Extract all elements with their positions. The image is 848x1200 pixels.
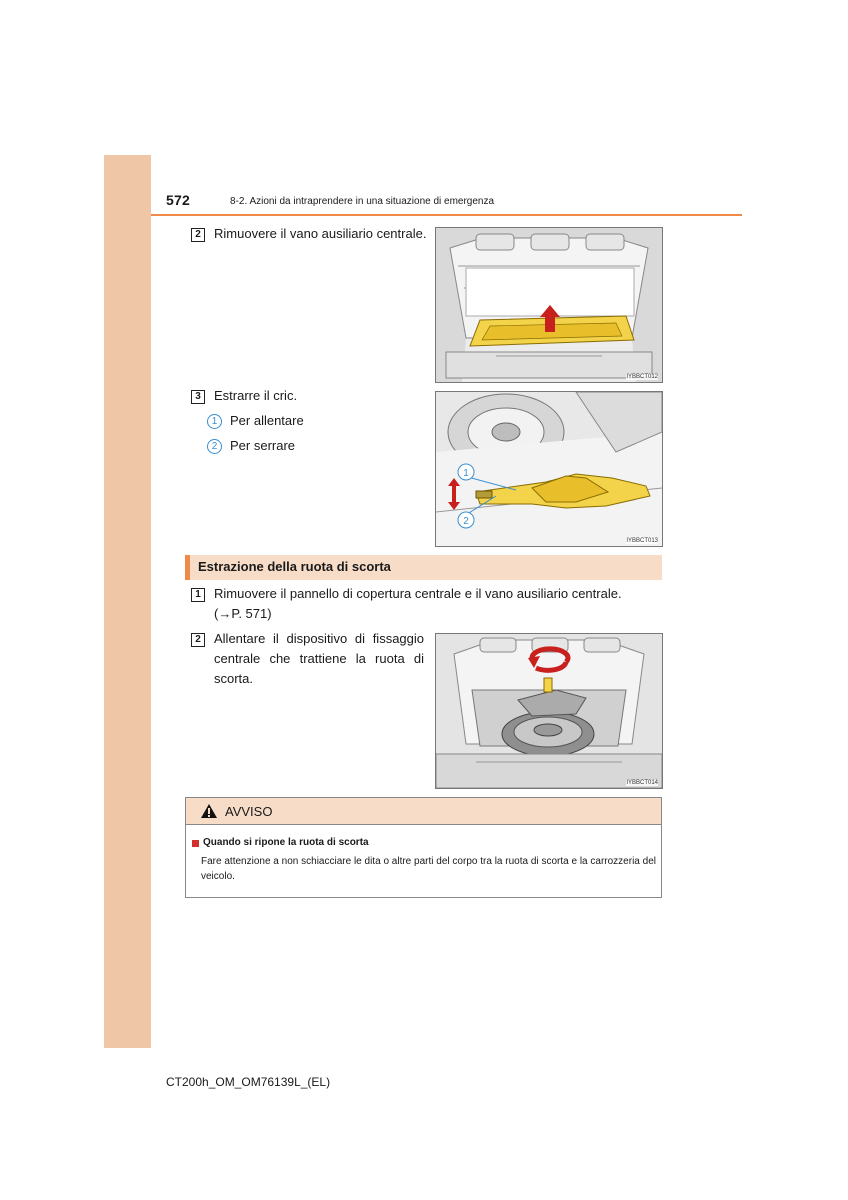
warning-triangle-icon	[200, 803, 218, 819]
warning-title: Quando si ripone la ruota di scorta	[203, 837, 369, 848]
header-divider	[151, 214, 742, 216]
callout-number: 1	[207, 414, 222, 429]
figure-code: IYBBCT012	[626, 374, 658, 380]
section-header-spare-tire	[185, 555, 662, 580]
callout-text: Per serrare	[230, 438, 296, 453]
figure-spare-tire	[435, 633, 663, 789]
section-title: 8-2. Azioni da intraprendere in una situazione di emergenza	[230, 196, 495, 207]
warning-label: AVVISO	[225, 804, 273, 819]
jack-illustration	[436, 392, 662, 546]
callout-text: Per allentare	[230, 413, 304, 428]
side-tab	[104, 155, 151, 1048]
warning-header	[186, 798, 661, 825]
step-text-line: scorta.	[214, 671, 254, 686]
step-text: Estrarre il cric.	[214, 388, 298, 403]
jack-marker-1: 1	[463, 468, 469, 479]
page-number: 572	[166, 192, 190, 208]
footer-code: CT200h_OM_OM76139L_(EL)	[166, 1075, 331, 1089]
luggage-illustration	[436, 228, 662, 382]
step-number-box: 3	[191, 390, 205, 404]
jack-marker-2: 2	[463, 516, 469, 527]
warning-bullet-icon	[192, 840, 199, 847]
figure-code: IYBBCT014	[626, 780, 658, 786]
callout-number: 2	[207, 439, 222, 454]
step-number-box: 2	[191, 633, 205, 647]
step-text-line: centrale che trattiene la ruota di	[214, 651, 424, 666]
step-text-line: Allentare il dispositivo di fissaggio	[214, 631, 424, 646]
step-number-box: 2	[191, 228, 205, 242]
step-number-box: 1	[191, 588, 205, 602]
figure-jack	[435, 391, 663, 547]
warning-box	[185, 797, 662, 898]
step-text-reference: (→P. 571)	[214, 606, 272, 621]
spare-tire-illustration	[436, 634, 662, 788]
figure-luggage-compartment	[435, 227, 663, 383]
section-header-title: Estrazione della ruota di scorta	[198, 559, 391, 574]
figure-code: IYBBCT013	[626, 538, 658, 544]
step-text-line: Rimuovere il pannello di copertura centrale e il vano ausiliario centrale.	[214, 586, 622, 601]
step-text: Rimuovere il vano ausiliario centrale.	[214, 226, 427, 241]
warning-body: Fare attenzione a non schiacciare le dita o altre parti del corpo tra la ruota di scorta e la carrozzeria del veicolo.	[201, 856, 656, 882]
